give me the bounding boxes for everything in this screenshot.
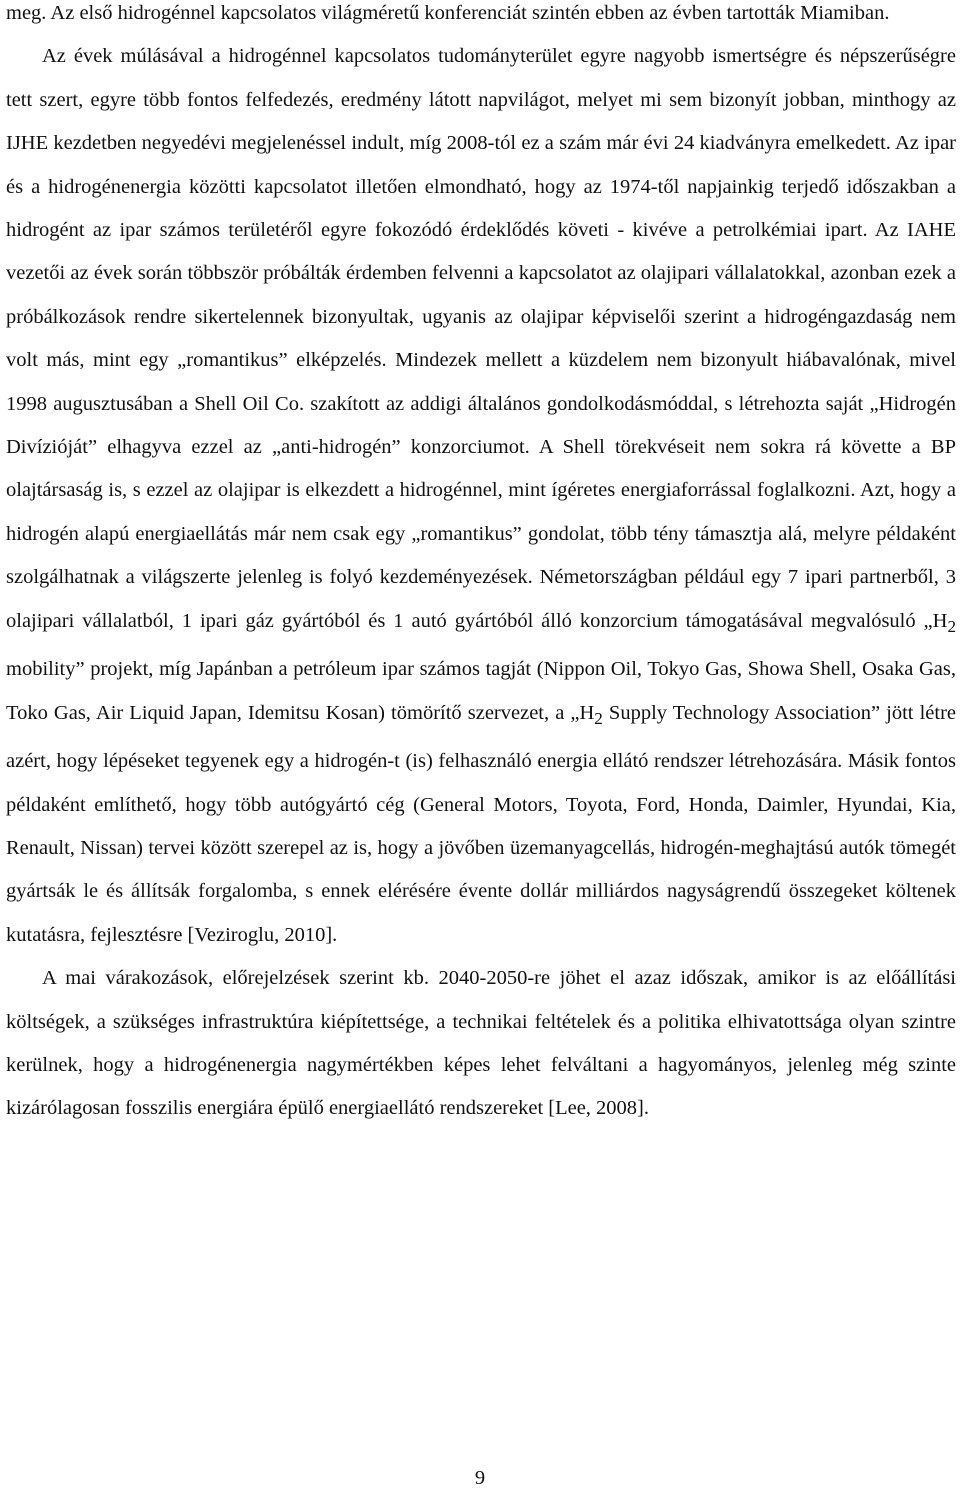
paragraph-2 [6, 35, 956, 957]
paragraph-3-text: A mai várakozások, előrejelzések szerint kb. 2040-2050-re jöhet el azaz időszak, amikor is az előállítási költségek, a szükséges infrastruktúra kiépítettsége, a technikai feltételek és a politika elhivatottsága olyan szintre kerülnek, hogy a hidrogénenergia nagymértékben képes lehet felváltani a hagyományos, jelenleg még szinte kizárólagosan fosszilis energiára épülő energiaellátó rendszereket [Lee, 2008]. [6, 967, 956, 1120]
body-text [6, 0, 956, 1131]
paragraph-1 [6, 0, 956, 35]
subscript-2-second: 2 [594, 708, 603, 728]
paragraph-3 [6, 957, 956, 1131]
page-number: 9 [474, 1467, 486, 1489]
paragraph-2-text-b: mobility” projekt, míg Japánban a petróleum ipar számos tagját (Nippon Oil, Tokyo Gas, Showa Shell, Osaka Gas, Toko Gas, Air Liquid Japan, Idemitsu Kosan) tömörítő szervezet, a „H [6, 658, 956, 724]
subscript-2: 2 [947, 616, 956, 636]
paragraph-1-text: meg. Az első hidrogénnel kapcsolatos világméretű konferenciát szintén ebben az évben tartották Miamiban. [6, 2, 890, 24]
paragraph-2-text-c: Supply Technology Association” jött létre azért, hogy lépéseket tegyenek egy a hidrogén-t (is) felhasználó energia ellátó rendszer létrehozására. Másik fontos példaként említhető, hogy több autógyártó cég (General Motors, Toyota, Ford, Honda, Daimler, Hyundai, Kia, Renault, Nissan) tervei között szerepel az is, hogy a jövőben üzemanyagcellás, hidrogén-meghajtású autók tömegét gyártsák le és állítsák forgalomba, s ennek elérésére évente dollár milliárdos nagyságrendű összegeket költenek kutatásra, fejlesztésre [Veziroglu, 2010]. [6, 701, 956, 946]
paragraph-2-text-a: Az évek múlásával a hidrogénnel kapcsolatos tudományterület egyre nagyobb ismertségre és népszerűségre tett szert, egyre több fontos felfedezés, eredmény látott napvilágot, melyet mi sem bizonyít jobban, minthogy az IJHE kezdetben negyedévi megjelenéssel indult, míg 2008-tól ez a szám már évi 24 kiadványra emelkedett. Az ipar és a hidrogénenergia közötti kapcsolatot illetően elmondható, hogy az 1974-től napjainkig terjedő időszakban a hidrogént az ipar számos területéről egyre fokozódó érdeklődés követi - kivéve a petrolkémiai ipart. Az IAHE vezetői az évek során többször próbálták érdemben felvenni a kapcsolatot az olajipari vállalatokkal, azonban ezek a próbálkozások rendre sikertelennek bizonyultak, ugyanis az olajipar képviselői szerint a hidrogéngazdaság nem volt más, mint egy „romantikus” elképzelés. Mindezek mellett a küzdelem nem bizonyult hiábavalónak, mivel 1998 augusztusában a Shell Oil Co. szakított az addigi általános gondolkodásmóddal, s létrehozta saját „Hidrogén Divízióját” elhagyva ezzel az „anti-hidrogén” konzorciumot. A Shell törekvéseit nem sokra rá követte a BP olajtársaság is, s ezzel az olajipar is elkezdett a hidrogénnel, mint ígéretes energiaforrással foglalkozni. Azt, hogy a hidrogén alapú energiaellátás már nem csak egy „romantikus” gondolat, több tény támasztja alá, melyre példaként szolgálhatnak a világszerte jelenleg is folyó kezdeményezések. Németországban például egy 7 ipari partnerből, 3 olajipari vállalatból, 1 ipari gáz gyártóból és 1 autó gyártóból álló konzorcium támogatásával megvalósuló „H [6, 45, 956, 632]
